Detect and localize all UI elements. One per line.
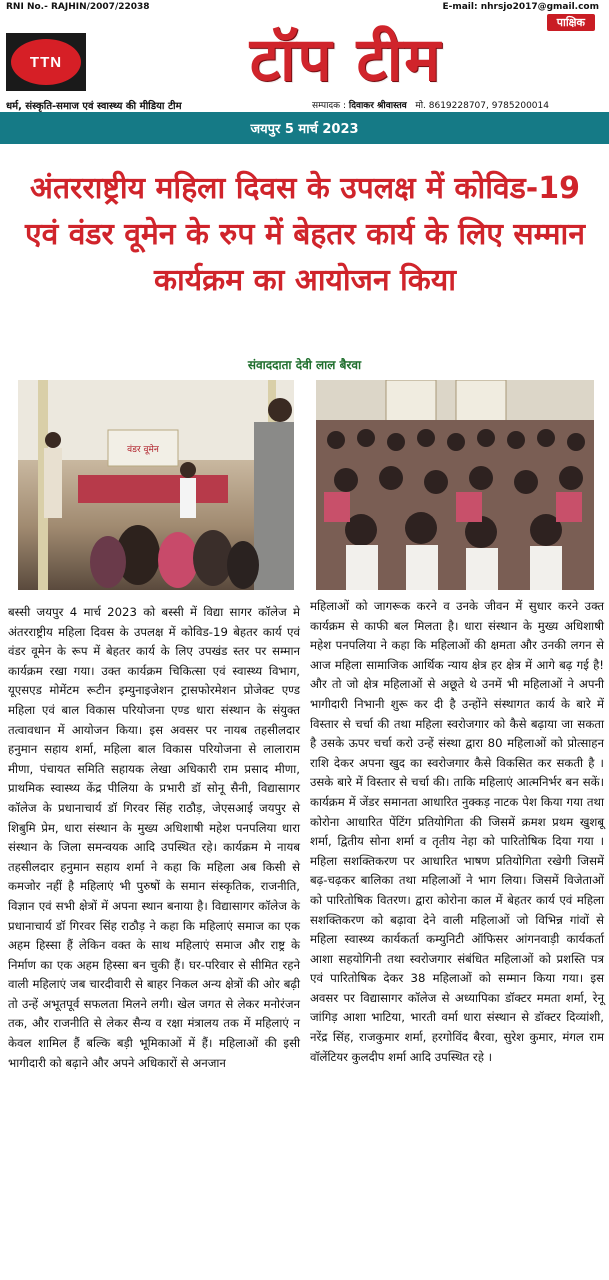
editor-label: सम्पादक : <box>312 101 346 111</box>
date-band <box>0 112 609 144</box>
article-column-2: महिलाओं को जागरूक करने व उनके जीवन में सुधार करने उक्त कार्यक्रम से काफी बल मिलता है। धारा संस्थान के मुख्य अधिशाषी महेश पनपलिया ने कहा कि महिलाओं की क्षमता और उनकी लगन से आज महिला सामाजिक आर्थिक न्याय क्षेत्र हर क्षेत्र में आगे बढ़ गई है! और तो जो क्षेत्र महिलाओं से अछूते थे उनमें भी महिलाओं ने अपनी भागीदारी निभानी शुरू कर दी है उन्होंने संस्थागत कार्य के बारे में विस्तार से चर्चा की तथा महिला स्वरोजगार को कैसे बढ़ाया जा सकता है उसके ऊपर चर्चा करो उन्हें संस्था द्वारा 80 महिलाओं को प्रोत्साहन राशि देकर अपना खुद का स्वरोजगार कैसे विकसित कर सकती है । उसके बारे में विस्तार से चर्चा की। ताकि महिलाएं आत्मनिर्भर बन सकें। कार्यक्रम में जेंडर समानता आधारित नुक्कड़ नाटक पेश किया गया तथा कोरोना आधारित पेंटिंग प्रतियोगिता की जिसमें क्रमश प्रथम खुशबू शर्मा, द्वितीय सोना शर्मा व तृतीय नेहा को पारितोषिक दिया गया । महिला सशक्तिकरण पर आधारित भाषण प्रतियोगिता रखेगी जिसमें बढ़-चढ़कर बालिका तथा महिलाओं ने भाग लिया। जिसमें विजेताओं को पारितोषिक वितरण। द्वारा कोरोना काल में बेहतर कार्य एवं महिला सशक्तिकरण को बढ़ावा देने वाली महिलाओं जो विभिन्न गांवों से महिला स्वास्थ्य कार्यकर्ता कम्युनिटी ऑफिसर आंगनवाड़ी कार्यकर्ता आशा सहयोगिनी तथा स्वरोजगार संबंधित महिलाओं को प्रशस्ति पत्र एवं पारितोषिक देकर 38 महिलाओं को सम्मान किया गया। इस अवसर पर विद्यासागर कॉलेज से अध्यापिका डॉक्टर ममता शर्मा, रेनू जांगिड़ आशा भाटिया, भारती वर्मा धारा संस्थान से डॉक्टर दिव्यांशी, नरेंद्र सिंह, राजकुमार शर्मा, हरगोविंद बैरवा, सुरेश कुमार, मंगल राम वॉलेंटियर कुलदीप शर्मा आदि उपस्थित रहे । <box>310 599 604 1064</box>
ttn-logo <box>6 33 86 91</box>
article-headline: अंतरराष्ट्रीय महिला दिवस के उपलक्ष में कोविड-19 एवं वंडर वूमेन के रुप में बेहतर कार्य के लिए सम्मान कार्यक्रम का आयोजन किया <box>25 171 585 298</box>
stage-photo-illustration <box>18 380 294 590</box>
editor-line <box>312 98 549 111</box>
article-column-1: बस्सी जयपुर 4 मार्च 2023 को बस्सी में विद्या सागर कॉलेज मे अंतरराष्ट्रीय महिला दिवस के उपलक्ष में कोविड-19 बेहतर कार्य एवं वंडर वूमेन के रूप में बेहतर कार्य के लिए उपखंड स्तर पर सम्मान कार्यक्रम रखा गया। उक्त कार्यक्रम चिकित्सा एवं स्वास्थ्य विभाग, यूएसएड मोमेंटम रूटीन इम्युनाइजेशन ट्रासफोरमेशन प्रोजेक्ट एण्ड महिला एवं बाल विकास परियोजना एण्ड धारा संस्थान के संयुक्त तत्वावधान में आयोजन किया। इस अवसर पर नायब तहसीलदार हनुमान सहाय शर्मा, महिला बाल विकास परियोजना से लालाराम मीणा, पंचायत समिति सहायक लेखा अधिकारी राम प्रसाद मीणा, प्राथमिक स्वास्थ्य केंद्र पीलिया के प्रभारी डॉ सोनू सैनी, विद्यासागर कॉलेज के प्रधानाचार्य डॉ गिरवर सिंह राठौड़, जेएसआई जयपुर से शिबुमि प्रेम, धारा संस्थान के मुख्य अधिशाषी महेश पनपलिया धारा संस्थान के जिला समन्वयक आदि उपस्थित रहे। कार्यक्रम मे नायब तहसीलदार हनुमान सहाय शर्मा ने कहा कि महिला अब किसी से कमजोर नहीं है महिलाएं भी पुरुषों के समान संस्कृतिक, राजनीति, विज्ञान एवं सभी क्षेत्रों में अपना स्थान बनाया है। विद्यासागर कॉलेज के प्रधानाचार्य डॉ गिरवर सिंह राठौड़ ने कहा कि महिलाएं समाज का एक अहम हिस्सा हैं लेकिन वक्त के साथ महिलाएं समाज और राष्ट्र के निर्माण का एक अहम हिस्सा बन चुकी हैं। घर-परिवार से सीमित रहने वाली महिलाएं जब चारदीवारी से बाहर निकल अन्य क्षेत्रों की ओर बढ़ी तो उन्हें अभूतपूर्व सफलता मिलने लगी। खेल जगत से लेकर मनोरंजन तक, और राजनीति से लेकर सैन्य व रक्षा मंत्रालय तक में महिलाएं न केवल शामिल हैं बल्कि बड़ी भूमिकाओं में हैं। महिलाओं की इसी भागीदारी को बढ़ाने और अपने अधिकारों से अनजान <box>8 605 300 1070</box>
masthead-tagline: धर्म, संस्कृति-समाज एवं स्वास्थ्य की मीडिया टीम <box>6 101 182 112</box>
newspaper-masthead: टॉप टीम <box>249 25 443 95</box>
stage-banner-text: वंडर वूमेन <box>127 445 159 455</box>
event-photo-audience <box>316 380 594 590</box>
issue-date: जयपुर 5 मार्च 2023 <box>250 122 359 137</box>
event-photo-stage <box>18 380 294 590</box>
editor-name: दिवाकर श्रीवास्तव <box>348 101 407 111</box>
article-byline: संवाददाता देवी लाल बैरवा <box>247 358 362 372</box>
edition-badge: पाक्षिक <box>547 14 595 31</box>
logo-ring <box>11 39 81 85</box>
rni-number: RNI No.- RAJHIN/2007/22038 <box>6 2 150 12</box>
logo-text: TTN <box>29 53 63 71</box>
audience-photo-illustration <box>316 380 594 590</box>
contact-email: E-mail: nhrsjo2017@gmail.com <box>442 2 599 12</box>
editor-phone: मो. 8619228707, 9785200014 <box>415 101 549 111</box>
